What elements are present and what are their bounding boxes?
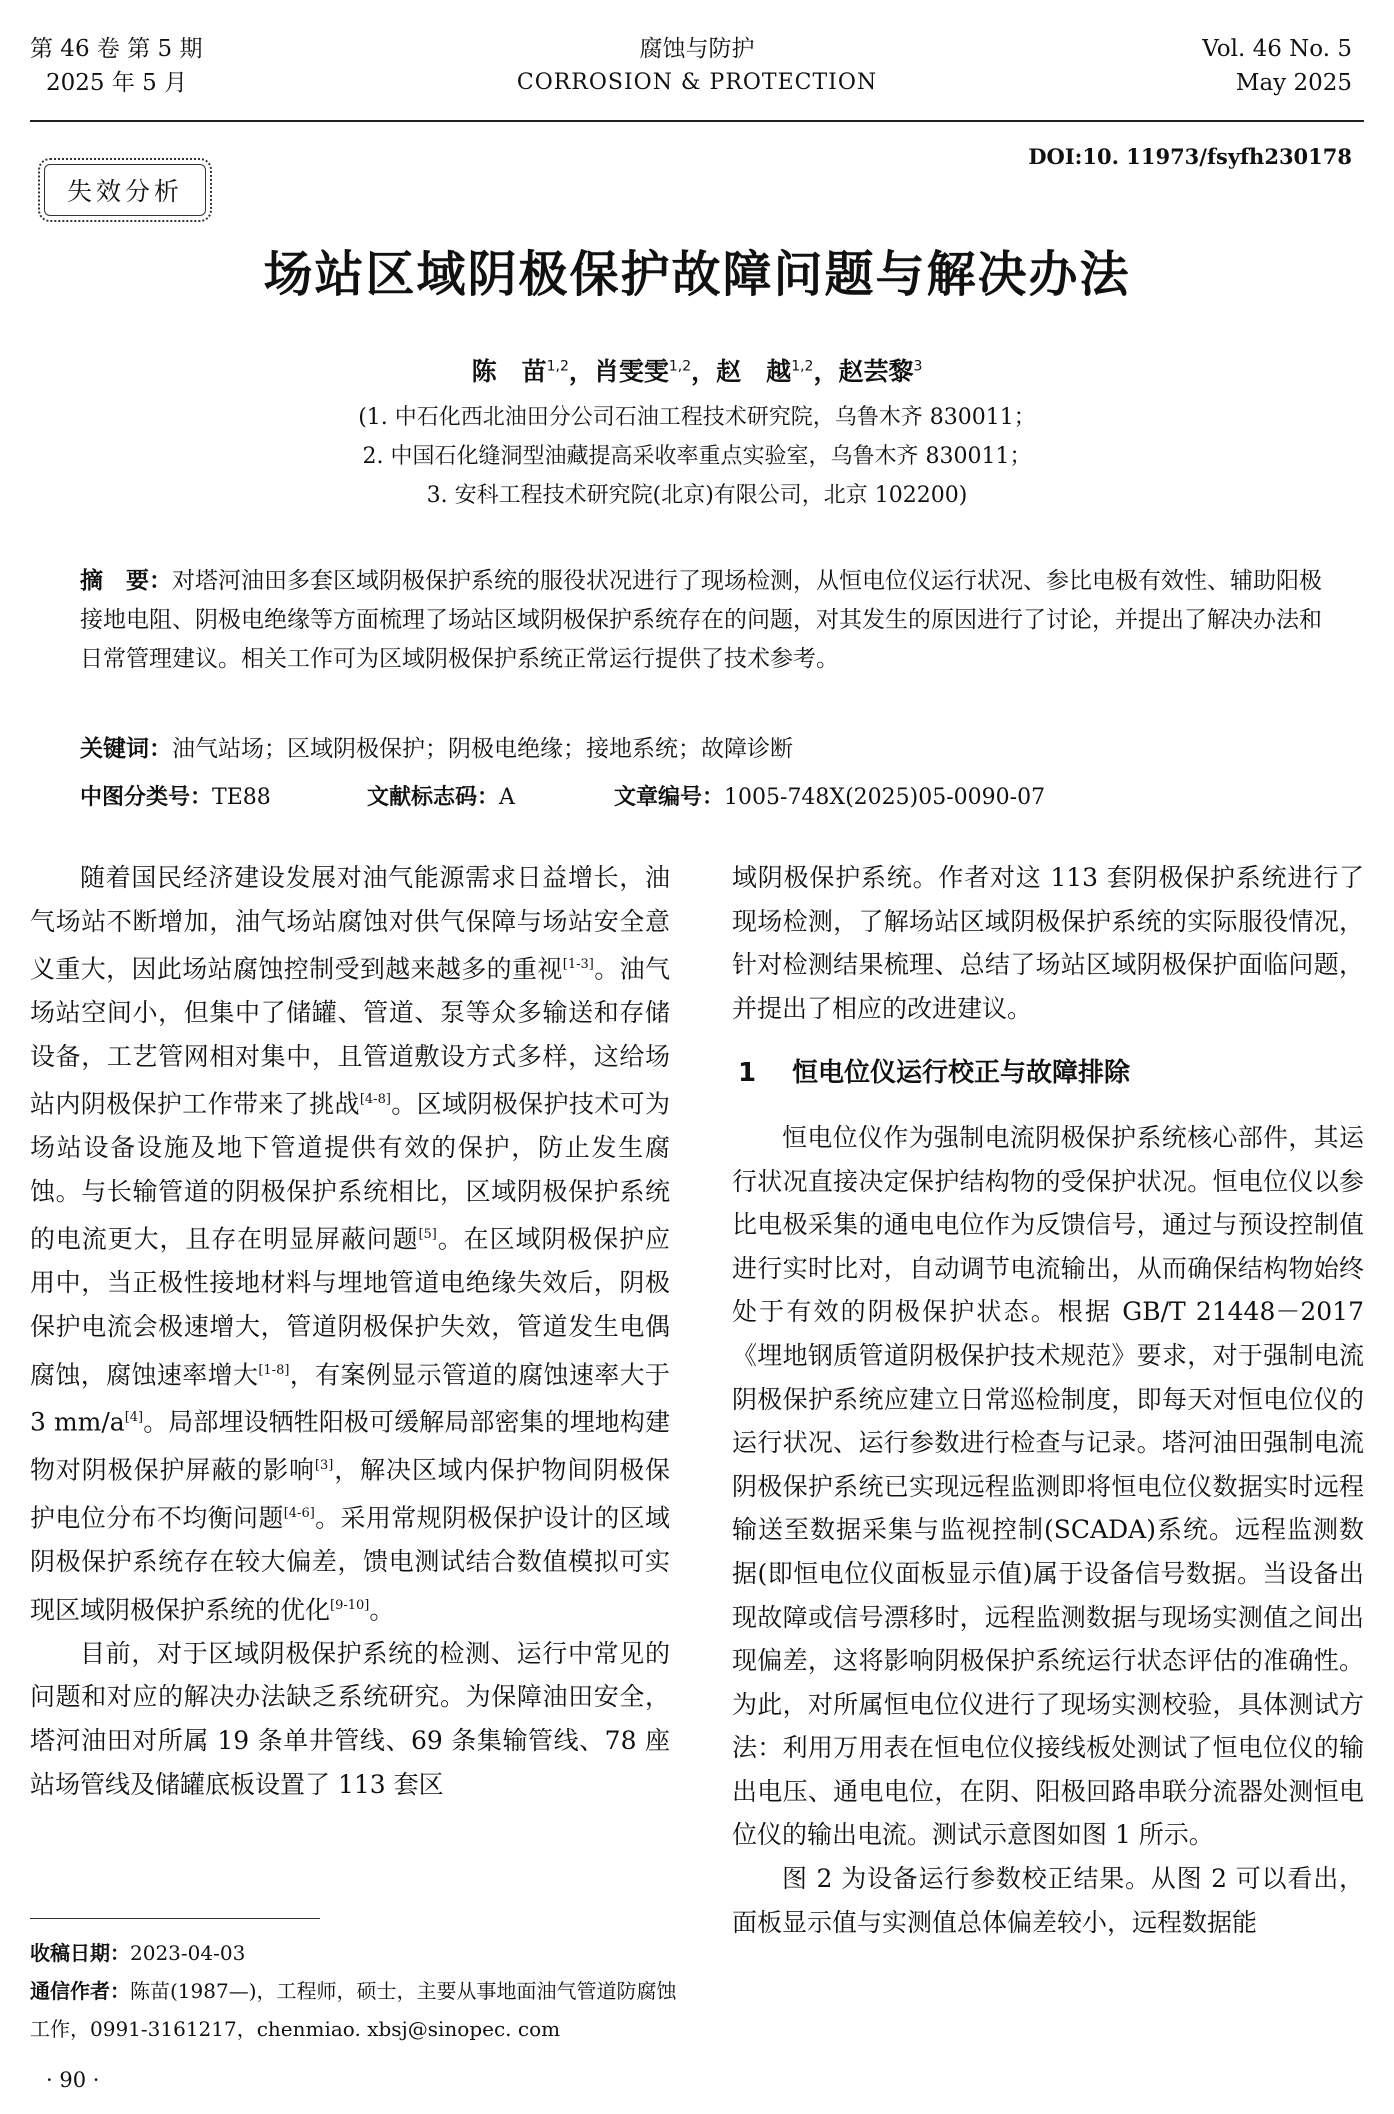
- article-no-label: 文章编号：: [614, 785, 725, 810]
- doc-code-value: A: [499, 785, 515, 810]
- body-text: 。: [369, 1595, 395, 1625]
- header-rule: [30, 120, 1364, 122]
- journal-issue-info-en: [1202, 32, 1352, 100]
- body-paragraph: [30, 856, 670, 1632]
- corresponding-author: [30, 1972, 690, 2048]
- body-paragraph: 图 2 为设备运行参数校正结果。从图 2 可以看出，面板显示值与实测值总体偏差较小，远程数据能: [732, 1864, 1364, 1937]
- section-title: 恒电位仪运行校正与故障排除: [792, 1058, 1131, 1089]
- publication-date-en: May 2025: [1235, 70, 1352, 96]
- body-paragraph: 目前，对于区域阴极保护系统的检测、运行中常见的问题和对应的解决办法缺乏系统研究。为保障油田安全，塔河油田对所属 19 条单井管线、69 条集输管线、78 座站场管线及储罐底板设置了 113 套区: [30, 1638, 670, 1799]
- citation[interactable]: [4-8]: [359, 1092, 391, 1108]
- body-text: 。油气场站空间小，但集中了储罐、管道、泵等众多输送和存储设备，工艺管网相对集中，且管道敷设方式多样，这给场站内阴极保护工作带来了挑战: [30, 954, 670, 1119]
- clc-value: TE88: [212, 785, 271, 810]
- corr-value: 陈苗(1987—)，工程师，硕士，主要从事地面油气管道防腐蚀工作，0991-3161217，chenmiao. xbsj@sinopec. com: [30, 1979, 677, 2041]
- journal-name: [0, 32, 1394, 100]
- received-date: [30, 1934, 690, 1972]
- body-text: 。区域阴极保护技术可为场站设备设施及地下管道提供有效的保护，防止发生腐蚀。与长输管道的阴极保护系统相比，区域阴极保护系统的电流更大，且存在明显屏蔽问题: [30, 1089, 670, 1254]
- received-label: 收稿日期：: [30, 1941, 130, 1965]
- paper-title: 场站区域阴极保护故障问题与解决办法: [263, 246, 1131, 303]
- citation[interactable]: [5]: [418, 1227, 437, 1243]
- author-name: 肖雯雯: [593, 357, 669, 386]
- citation[interactable]: [4-6]: [283, 1506, 315, 1522]
- section-heading: [732, 1052, 1364, 1096]
- author-name: 赵芸黎: [838, 357, 914, 386]
- body-text: 。采用常规阴极保护设计的区域阴极保护系统存在较大偏差，馈电测试结合数值模拟可实现区域阴极保护系统的优化: [30, 1503, 670, 1625]
- footnote-rule: [30, 1918, 320, 1919]
- body-text: 。在区域阴极保护应用中，当正极性接地材料与埋地管道电绝缘失效后，阴极保护电流会极速增大，管道阴极保护失效，管道发生电偶腐蚀，腐蚀速率增大: [30, 1224, 670, 1389]
- author-list: [0, 352, 1394, 388]
- received-value: 2023-04-03: [130, 1941, 246, 1965]
- citation[interactable]: [3]: [314, 1458, 334, 1474]
- journal-name-en: CORROSION & PROTECTION: [516, 70, 878, 95]
- citation[interactable]: [1-3]: [562, 957, 594, 973]
- author-separator: ，: [813, 357, 839, 386]
- author-separator: ，: [691, 357, 717, 386]
- body-text: ，有案例显示管道的腐蚀速率大于 3 mm/a: [30, 1359, 670, 1437]
- doi[interactable]: DOI:10. 11973/fsyfh230178: [1028, 144, 1352, 169]
- author-affil-mark: 1,2: [668, 358, 692, 375]
- section-badge: 失效分析: [38, 158, 212, 222]
- body-column-right: [732, 856, 1364, 1944]
- citation[interactable]: [9-10]: [330, 1597, 370, 1613]
- author-name: 陈 苗: [471, 357, 547, 386]
- author-name: 赵 越: [716, 357, 792, 386]
- abstract-label: 摘 要：: [80, 568, 172, 594]
- citation[interactable]: [4]: [124, 1410, 144, 1426]
- body-column-left: [30, 856, 670, 1806]
- keywords-label: 关键词：: [80, 736, 172, 762]
- body-paragraph: 恒电位仪作为强制电流阴极保护系统核心部件，其运行状况直接决定保护结构物的受保护状况。恒电位仪以参比电极采集的通电电位作为反馈信号，通过与预设控制值进行实时比对，自动调节电流输出，从而确保结构物始终处于有效的阴极保护状态。根据 GB/T 21448－2017《埋地钢质管道阴极保护技术规范》要求，对于强制电流阴极保护系统应建立日常巡检制度，即每天对恒电位仪的运行状况、运行参数进行检查与记录。塔河油田强制电流阴极保护系统已实现远程监测即将恒电位仪数据实时远程输送至数据采集与监视控制(SCADA)系统。远程监测数据(即恒电位仪面板显示值)属于设备信号数据。当设备出现故障或信号漂移时，远程监测数据与现场实测值之间出现偏差，这将影响阴极保护系统运行状态评估的准确性。为此，对所属恒电位仪进行了现场实测校验，具体测试方法：利用万用表在恒电位仪接线板处测试了恒电位仪的输出电压、通电电位，在阴、阳极回路串联分流器处测恒电位仪的输出电流。测试示意图如图 1 所示。: [732, 1122, 1364, 1850]
- doc-code-label: 文献标志码：: [367, 785, 500, 810]
- corr-label: 通信作者：: [30, 1979, 130, 2003]
- citation[interactable]: [1-8]: [258, 1362, 290, 1378]
- classification-info: [80, 780, 1330, 811]
- author-affil-mark: 1,2: [546, 358, 569, 375]
- publication-date: 2025 年 5 月: [46, 70, 188, 96]
- keywords-text: 油气站场；区域阴极保护；阴极电绝缘；接地系统；故障诊断: [172, 736, 793, 762]
- affiliation-line: (1. 中石化西北油田分公司石油工程技术研究院，乌鲁木齐 830011；: [358, 405, 1036, 430]
- volume-issue-en: Vol. 46 No. 5: [1202, 36, 1352, 62]
- affiliation-line: 2. 中国石化缝洞型油藏提高采收率重点实验室，乌鲁木齐 830011；: [362, 444, 1032, 469]
- author-affil-mark: 3: [913, 358, 923, 375]
- body-text: ，解决区域内保护物间阴极保护电位分布不均衡问题: [30, 1455, 670, 1533]
- section-number: 1: [738, 1058, 757, 1089]
- abstract-text: 对塔河油田多套区域阴极保护系统的服役状况进行了现场检测，从恒电位仪运行状况、参比电极有效性、辅助阳极接地电阻、阴极电绝缘等方面梳理了场站区域阴极保护系统存在的问题，对其发生的原因进行了讨论，并提出了解决办法和日常管理建议。相关工作可为区域阴极保护系统正常运行提供了技术参考。: [80, 568, 1322, 672]
- affiliation-line: 3. 安科工程技术研究院(北京)有限公司，北京 102200): [426, 483, 968, 508]
- footnote: [30, 1934, 690, 2048]
- body-paragraph-continued: 域阴极保护系统。作者对这 113 套阴极保护系统进行了现场检测，了解场站区域阴极保护系统的实际服役情况，针对检测结果梳理、总结了场站区域阴极保护面临问题，并提出了相应的改进建议。: [732, 863, 1364, 1023]
- article-no-value: 1005-748X(2025)05-0090-07: [724, 785, 1046, 810]
- body-text: 。局部埋设牺牲阳极可缓解局部密集的埋地构建物对阴极保护屏蔽的影响: [30, 1407, 670, 1485]
- author-affil-mark: 1,2: [791, 358, 814, 375]
- affiliations: [0, 398, 1394, 515]
- author-separator: ，: [568, 357, 594, 386]
- page-number: · 90 ·: [46, 2068, 100, 2092]
- journal-name-cn: 腐蚀与防护: [639, 36, 755, 62]
- volume-issue: 第 46 卷 第 5 期: [30, 36, 203, 62]
- body-text: 随着国民经济建设发展对油气能源需求日益增长，油气场站不断增加，油气场站腐蚀对供气保障与场站安全意义重大，因此场站腐蚀控制受到越来越多的重视: [30, 863, 670, 984]
- abstract: [80, 562, 1330, 679]
- clc-label: 中图分类号：: [80, 785, 213, 810]
- keywords: [80, 730, 1330, 763]
